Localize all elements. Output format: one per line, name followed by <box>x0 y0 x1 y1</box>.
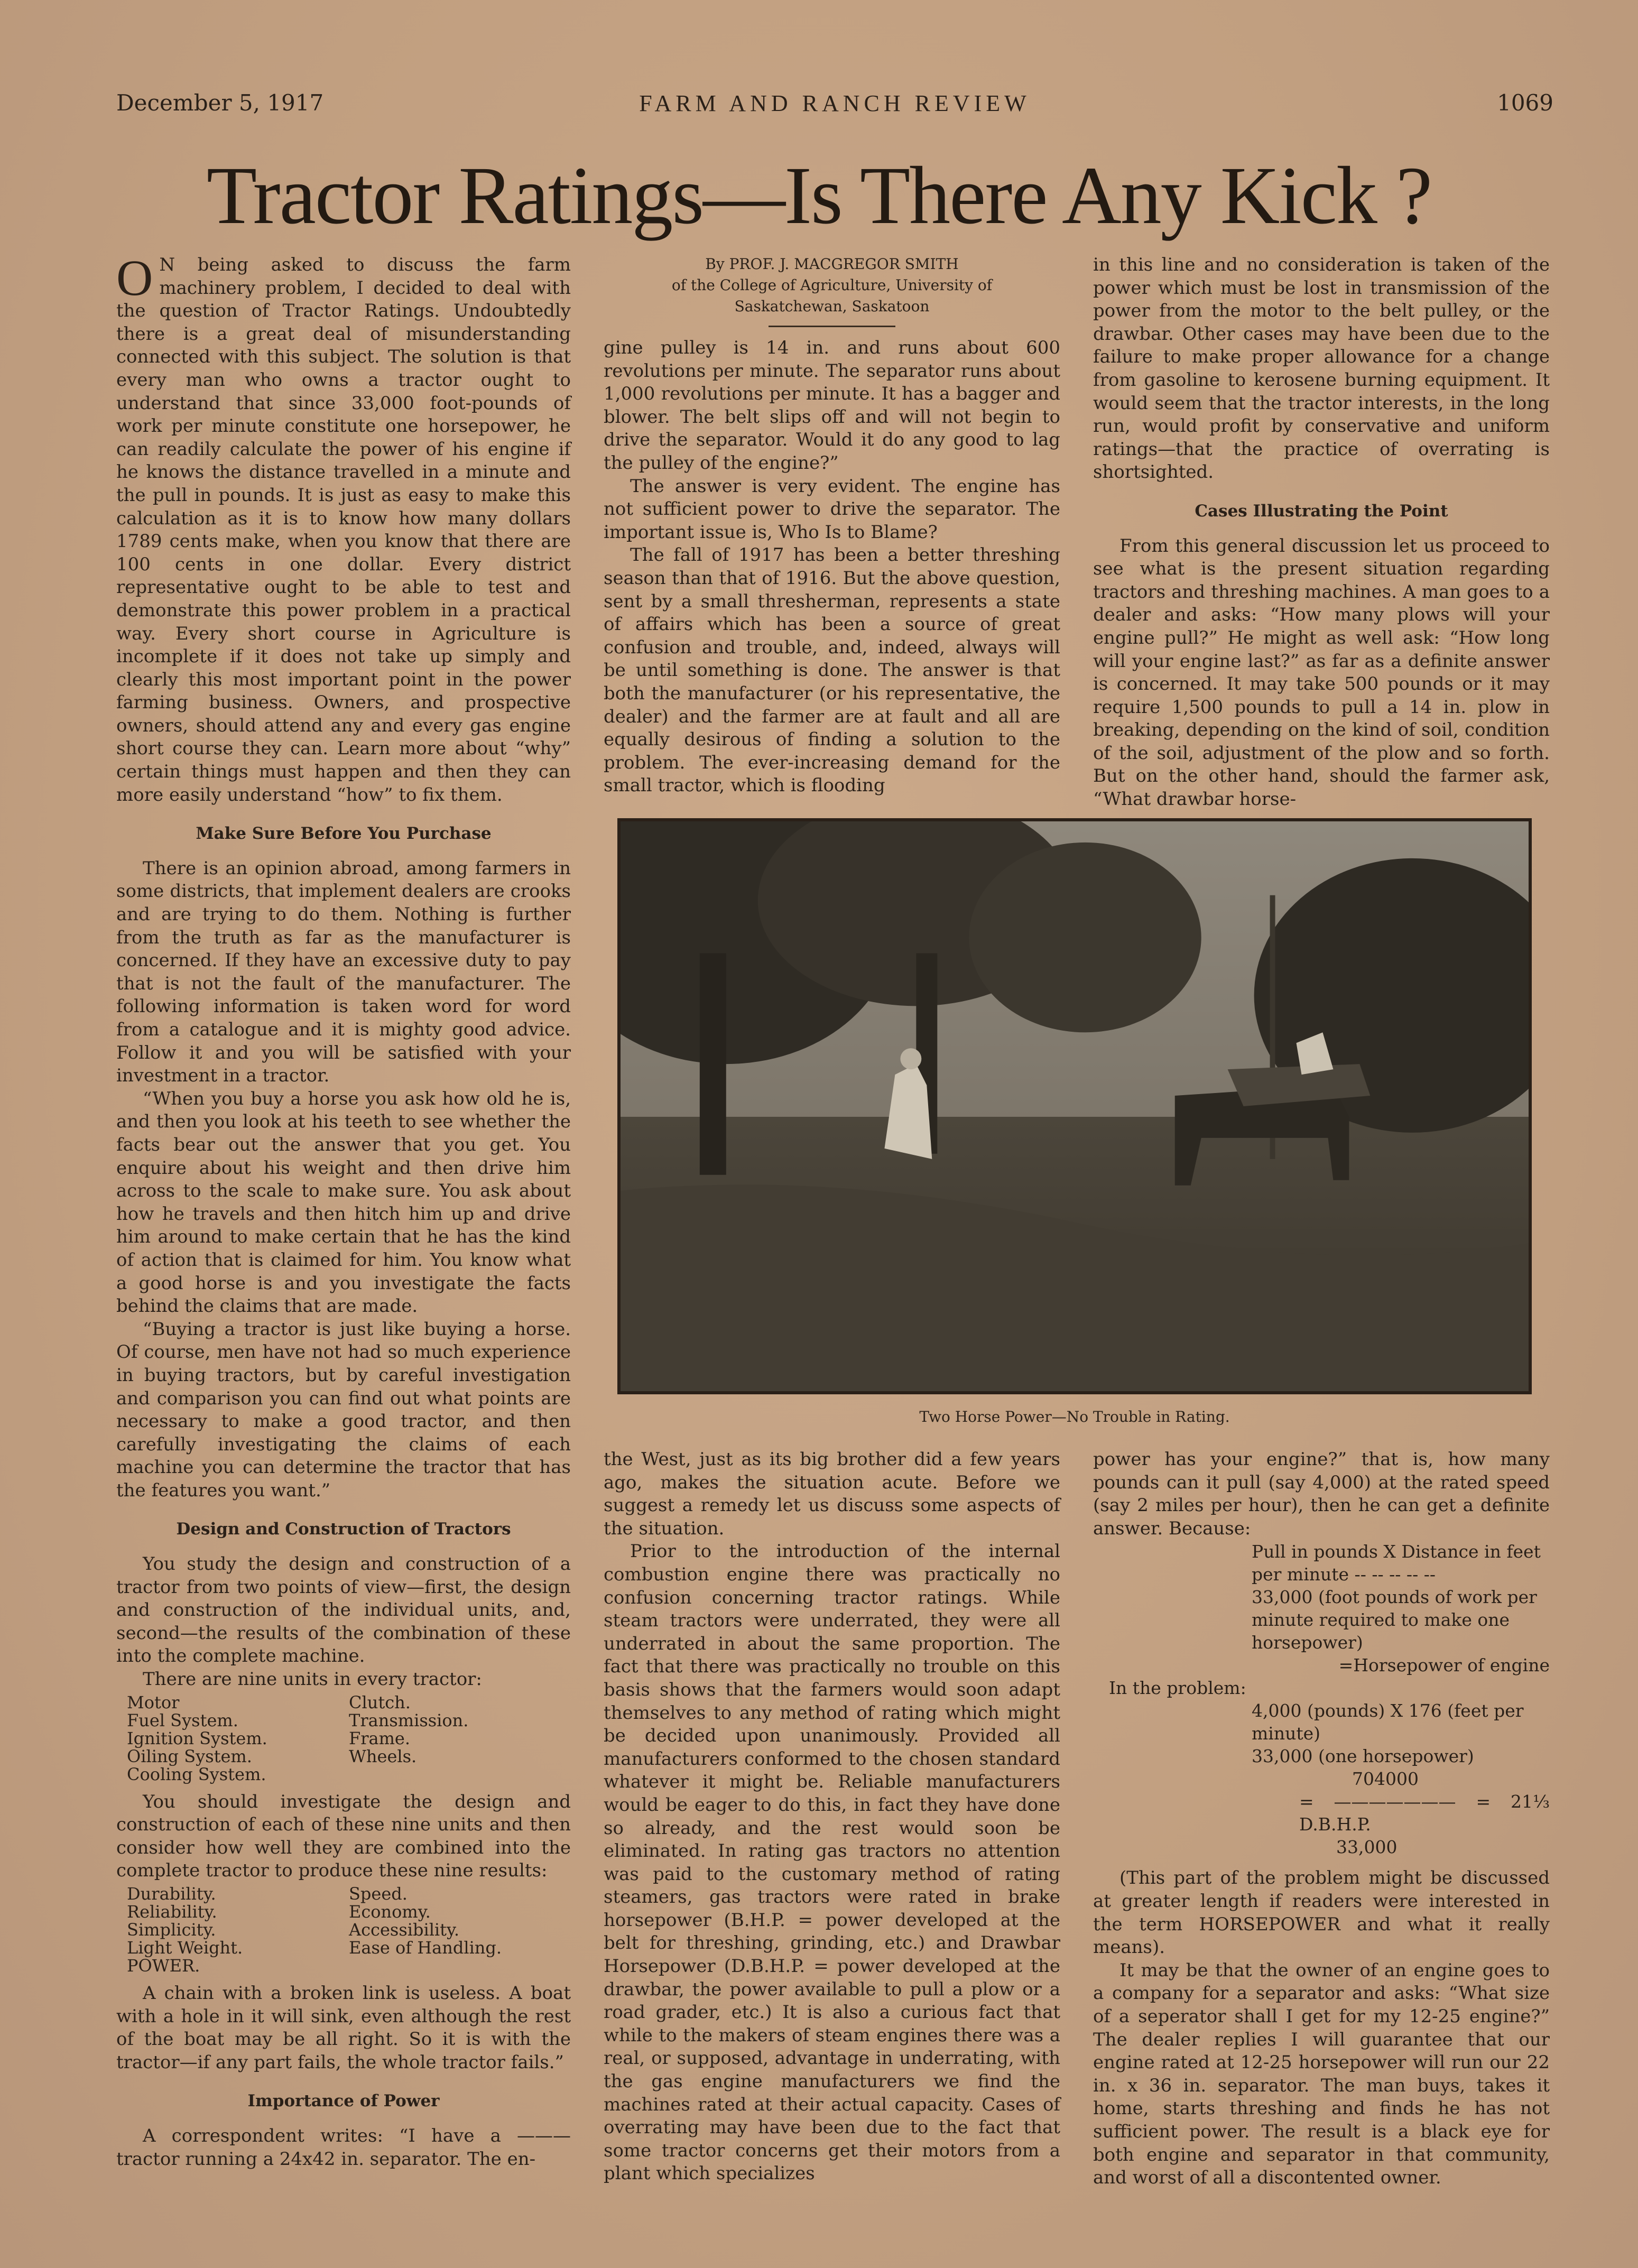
affiliation: of the College of Agriculture, University of <box>671 276 993 294</box>
heading-design: Design and Construction of Tractors <box>176 1520 511 1539</box>
list-item: Wheels. <box>349 1746 417 1766</box>
paragraph: (This part of the problem might be discussed at greater length if readers were interested in the term HORSEPOWER and what it really means). <box>1093 1867 1550 1958</box>
paragraph: It may be that the owner of an engine goes to a company for a separator and asks: “What size of a seperator shall I get for my 12-25 engine?” The dealer replies I will guarantee that our engine rated at 12-25 horsepower will run our 22 in. x 36 in. separator. The man buys, takes it home, starts threshing and finds he has not sufficient power. The result is a black eye for both engine and separator in that community, and worst of all a discontented owner. <box>1093 1959 1550 2189</box>
byline <box>604 254 1060 317</box>
list-item: POWER. <box>127 1956 200 1976</box>
photo-horses-plowing <box>617 818 1532 1394</box>
page-header <box>116 90 1553 122</box>
list-item: Fuel System. <box>127 1710 238 1730</box>
author: By PROF. J. MACGREGOR SMITH <box>705 255 959 273</box>
column-3-bottom <box>1093 1448 1550 2190</box>
paragraph: A correspondent writes: “I have a ——— tractor running a 24x42 in. separator. The en- <box>116 2125 571 2170</box>
intro-paragraph: O N being asked to discuss the farm machinery problem, I decided to deal with the question of Tractor Ratings. Undoubtedly there is a great deal of misunderstanding connected with this subject. The solution is that every man who owns a tractor ought to understand that since 33,000 foot-pounds of work per minute constitute one horsepower, he can readily calculate the power of his engine if he knows the distance travelled in a minute and the pull in pounds. It is just as easy to make this calculation as it is to know how many dollars 1789 cents make, when you know that there are 100 cents in one dollar. Every district representative ought to be able to test and demonstrate this power problem in a practical way. Every short course in Agriculture is incomplete if it does not take up simply and clearly this most important point in the power farming business. Owners, and prospective owners, should attend any and every gas engine short course they can. Learn more about “why” certain things must happen and then they can more easily understand “how” to fix them. <box>116 249 571 806</box>
paragraph: There are nine units in every tractor: <box>143 1669 482 1690</box>
formula-line: Pull in pounds X Distance in feet per minute -- -- -- -- -- <box>1252 1541 1541 1585</box>
heading-purchase: Make Sure Before You Purchase <box>196 824 492 844</box>
formula-line: 33,000 (foot pounds of work per minute required to make one horsepower) <box>1252 1587 1537 1653</box>
list-item: Transmission. <box>349 1710 469 1730</box>
article-title: Tractor Ratings—Is There Any Kick ? <box>206 150 1432 241</box>
list-item: Speed. <box>349 1884 408 1904</box>
list-item: Economy. <box>349 1902 431 1922</box>
formula-line: 4,000 (pounds) X 176 (feet per minute) <box>1252 1700 1524 1744</box>
photo-caption: Two Horse Power—No Trouble in Rating. <box>919 1408 1230 1425</box>
list-item: Ignition System. <box>127 1728 267 1748</box>
paragraph: The answer is very evident. The engine has not sufficient power to drive the separator. The important issue is, Who Is to Blame? <box>604 475 1060 543</box>
list-item: Reliability. <box>127 1902 217 1922</box>
masthead: FARM AND RANCH REVIEW <box>639 90 1031 116</box>
issue-date: December 5, 1917 <box>116 90 324 116</box>
list-item: Durability. <box>127 1884 216 1904</box>
paragraph: You should investigate the design and construction of each of these nine units and then consider how well they are combined into the complete tractor to produce these nine results: <box>116 1791 571 1882</box>
formula-line: In the problem: <box>1109 1678 1246 1699</box>
list-item: Cooling System. <box>127 1764 266 1784</box>
heading-cases: Cases Illustrating the Point <box>1195 501 1448 521</box>
column-2-top <box>604 254 1060 798</box>
list-item: Simplicity. <box>127 1920 216 1940</box>
paragraph: You study the design and construction of a tractor from two points of view—first, the design and construction of the individual units, and, second—the results of the combination of these into the complete machine. <box>116 1553 571 1667</box>
column-2-bottom <box>604 1448 1060 2186</box>
paragraph: From this general discussion let us proceed to see what is the present situation regarding tractors and threshing machines. A man goes to a dealer and asks: “How many plows will your engine pull?” He might as well ask: “How long will your engine last?” as far as a definite answer is concerned. It may take 500 pounds or it may require 1,500 pounds to pull a 14 in. plow in breaking, depending on the kind of soil, condition of the soil, adjustment of the plow and so forth. But on the other hand, should the farmer ask, “What drawbar horse- <box>1093 535 1550 810</box>
paragraph: “Buying a tractor is just like buying a horse. Of course, men have not had so much experience in buying tractors, but by careful investigation and comparison you can find out what points are necessary to make a good tractor, and then carefully investigating the claims of each machine you can determine the tractor that has the features you want.” <box>116 1318 571 1501</box>
drop-cap: O <box>116 249 153 306</box>
formula-line: = ——————— = 21⅓ D.B.H.P. <box>1299 1791 1550 1835</box>
units-list <box>116 1693 571 1783</box>
photo-illustration <box>621 821 1529 1391</box>
list-item: Oiling System. <box>127 1746 252 1766</box>
paragraph: the West, just as its big brother did a few years ago, makes the situation acute. Before we suggest a remedy let us discuss some aspects of the situation. <box>604 1449 1060 1539</box>
horsepower-formula <box>1093 1540 1550 1858</box>
results-list <box>116 1885 571 1975</box>
heading-power: Importance of Power <box>247 2091 440 2111</box>
list-item: Light Weight. <box>127 1938 243 1958</box>
list-item: Motor <box>127 1692 180 1712</box>
column-1 <box>116 249 571 2171</box>
paragraph: gine pulley is 14 in. and runs about 600 revolutions per minute. The separator runs about 1,000 revolutions per minute. It has a bagger and blower. The belt slips off and will not begin to drive the separator. Would it do any good to lag the pulley of the engine?” <box>604 337 1060 474</box>
list-item: Clutch. <box>349 1692 411 1712</box>
paragraph: power has your engine?” that is, how many pounds can it pull (say 4,000) at the rated speed (say 2 miles per hour), then he can get a definite answer. Because: <box>1093 1449 1550 1539</box>
formula-line: 704000 <box>1352 1769 1419 1790</box>
list-item: Accessibility. <box>349 1920 460 1940</box>
divider <box>769 326 895 327</box>
paragraph: “When you buy a horse you ask how old he is, and then you look at his teeth to see whether the facts bear out the answer that you get. You enquire about his weight and then drive him across to the scale to make sure. You ask about how he travels and then hitch him up and drive him around to make certain that he has the kind of action that is claimed for him. You know what a good horse is and you investigate the facts behind the claims that are made. <box>116 1088 571 1317</box>
column-3-top <box>1093 254 1550 811</box>
paragraph: A chain with a broken link is useless. A boat with a hole in it will sink, even although the rest of the boat may be all right. So it is with the tractor—if any part fails, the whole tractor fails.” <box>116 1983 571 2073</box>
paragraph: There is an opinion abroad, among farmers in some districts, that implement dealers are crooks and are trying to do them. Nothing is further from the truth as far as the manufacturer is concerned. If they have an excessive duty to pay that is not the fault of the manufacturer. The following information is taken word for word from a catalogue and it is mighty good advice. Follow it and you will be satisfied with your investment in a tractor. <box>116 857 571 1087</box>
formula-line: 33,000 (one horsepower) <box>1252 1746 1474 1767</box>
paragraph: Prior to the introduction of the internal combustion engine there was practically no confusion concerning tractor ratings. While steam tractors were underrated, they were all underrated in about the same proportion. The fact that there was practically no trouble on this basis shows that the farmers would soon adapt themselves to any method of rating which might be decided upon unanimously. Provided all manufacturers conformed to the chosen standard whatever it might be. Reliable manufacturers would be eager to do this, in fact they have done so already, and the rest would soon be eliminated. In rating gas tractors no attention was paid to the customary method of rating steamers, gas tractors were rated in brake horsepower (B.H.P. = power developed at the belt for threshing, grinding, etc.) and Drawbar Horsepower (D.B.H.P. = power developed at the drawbar, the power available to pull a plow or a road grader, etc.) It is also a curious fact that while to the makers of steam engines there was a real, or supposed, advantage in underrating, with the gas engine manufacturers we find the machines rated at their actual capacity. Cases of overrating may have been due to the fact that some tractor concerns get their motors from a plant which specializes <box>604 1541 1060 2184</box>
list-item: Ease of Handling. <box>349 1938 502 1958</box>
paragraph: in this line and no consideration is taken of the power which must be lost in transmission of the power from the motor to the belt pulley, or the drawbar. Other cases may have been due to the failure to make proper allowance for a change from gasoline to kerosene burning equipment. It would seem that the tractor interests, in the long run, would profit by conservative and uniform ratings—that the practice of overrating is shortsighted. <box>1093 254 1550 483</box>
formula-line: 33,000 <box>1336 1837 1398 1858</box>
list-item: Frame. <box>349 1728 411 1748</box>
formula-line: =Horsepower of engine <box>1338 1655 1550 1676</box>
page-number: 1069 <box>1497 90 1553 116</box>
paragraph: The fall of 1917 has been a better threshing season than that of 1916. But the above question, sent by a small thresherman, represents a state of affairs which has been a source of great confusion and trouble, and, indeed, always will be until something is done. The answer is that both the manufacturer (or his representative, the dealer) and the farmer are at fault and all are equally desirous of finding a solution to the problem. The ever-increasing demand for the small tractor, which is flooding <box>604 544 1060 797</box>
affiliation-location: Saskatchewan, Saskatoon <box>734 298 930 315</box>
